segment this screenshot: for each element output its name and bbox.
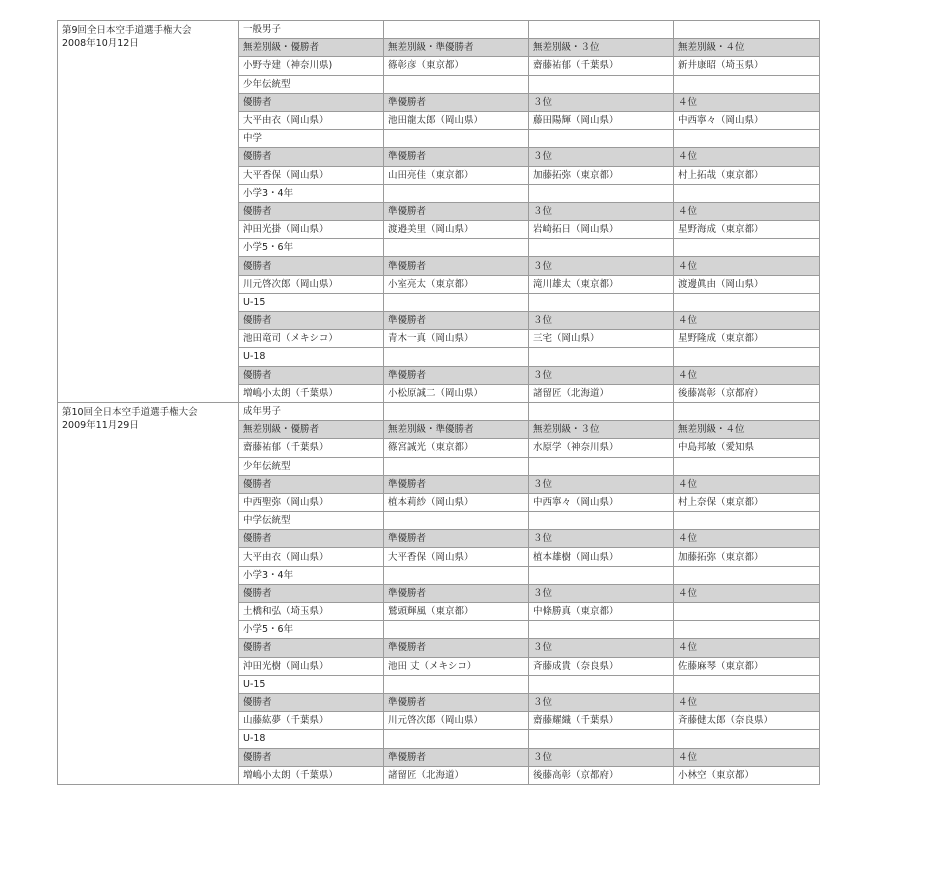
winner-cell: 藤田陽輝（岡山県） — [529, 111, 674, 129]
winner-cell: 青木一真（岡山県） — [384, 330, 529, 348]
placing-header: ４位 — [674, 366, 820, 384]
winner-cell: 大平由衣（岡山県） — [239, 548, 384, 566]
winner-cell: 村上奈保（東京都） — [674, 493, 820, 511]
tournament-cell — [58, 402, 239, 784]
placing-header: 優勝者 — [239, 312, 384, 330]
winner-cell: 岩崎拓日（岡山県） — [529, 221, 674, 239]
empty-cell — [674, 239, 820, 257]
winner-cell: 植本雄樹（岡山県） — [529, 548, 674, 566]
results-table — [57, 20, 820, 785]
empty-cell — [529, 402, 674, 420]
placing-header: ３位 — [529, 475, 674, 493]
category-title: 小学3・4年 — [239, 184, 384, 202]
winner-cell: 新井康昭（埼玉県） — [674, 57, 820, 75]
category-title: 少年伝統型 — [239, 457, 384, 475]
winner-cell: 星野海成（東京都） — [674, 221, 820, 239]
winner-cell — [674, 603, 820, 621]
placing-header: 準優勝者 — [384, 312, 529, 330]
placing-header: 優勝者 — [239, 257, 384, 275]
winner-cell: 山田亮佳（東京都） — [384, 166, 529, 184]
placing-header: 優勝者 — [239, 202, 384, 220]
category-row — [58, 402, 820, 420]
winner-cell: 斉藤成貴（奈良県） — [529, 657, 674, 675]
empty-cell — [674, 730, 820, 748]
empty-cell — [529, 675, 674, 693]
winner-cell: 中西寧々（岡山県） — [529, 493, 674, 511]
empty-cell — [384, 675, 529, 693]
empty-cell — [529, 293, 674, 311]
placing-header: 無差別級・準優勝者 — [384, 39, 529, 57]
placing-header: ４位 — [674, 530, 820, 548]
tournament-name: 第10回全日本空手道選手権大会 — [62, 406, 198, 418]
category-title: 小学5・6年 — [239, 621, 384, 639]
winner-cell: 佐藤麻琴（東京都） — [674, 657, 820, 675]
winner-cell: 鷲頭輝風（東京都） — [384, 603, 529, 621]
empty-cell — [529, 239, 674, 257]
winner-cell: 小室亮太（東京都） — [384, 275, 529, 293]
winner-cell: 池田竜司（メキシコ） — [239, 330, 384, 348]
winner-cell: 増嶋小太朗（千葉県） — [239, 766, 384, 784]
empty-cell — [384, 566, 529, 584]
category-title: U-15 — [239, 293, 384, 311]
placing-header: 優勝者 — [239, 639, 384, 657]
winner-cell: 滝川雄太（東京都） — [529, 275, 674, 293]
empty-cell — [384, 512, 529, 530]
winner-cell: 村上拓哉（東京都） — [674, 166, 820, 184]
winner-cell: 齋藤耀織（千葉県） — [529, 712, 674, 730]
placing-header: ３位 — [529, 530, 674, 548]
winner-cell: 渡邉美里（岡山県） — [384, 221, 529, 239]
tournament-date: 2008年10月12日 — [62, 38, 139, 49]
placing-header: ４位 — [674, 202, 820, 220]
category-title: 中学伝統型 — [239, 512, 384, 530]
empty-cell — [674, 457, 820, 475]
winner-cell: 小松原誠二（岡山県） — [384, 384, 529, 402]
empty-cell — [384, 621, 529, 639]
winner-cell: 沖田光樹（岡山県） — [239, 657, 384, 675]
empty-cell — [529, 184, 674, 202]
winner-cell: 植本莉紗（岡山県） — [384, 493, 529, 511]
winner-cell: 沖田光掛（岡山県） — [239, 221, 384, 239]
empty-cell — [674, 21, 820, 39]
winner-cell: 後藤嵩彰（京都府） — [674, 384, 820, 402]
winner-cell: 後藤高彰（京都府） — [529, 766, 674, 784]
winner-cell: 池田龍太郎（岡山県） — [384, 111, 529, 129]
category-row — [58, 21, 820, 39]
placing-header: 準優勝者 — [384, 202, 529, 220]
placing-header: 準優勝者 — [384, 475, 529, 493]
placing-header: ４位 — [674, 93, 820, 111]
placing-header: ３位 — [529, 693, 674, 711]
placing-header: ４位 — [674, 639, 820, 657]
winner-cell: 大平由衣（岡山県） — [239, 111, 384, 129]
winner-cell: 篠彰彦（東京都） — [384, 57, 529, 75]
empty-cell — [674, 184, 820, 202]
winner-cell: 大平香保（岡山県） — [384, 548, 529, 566]
winner-cell: 齋藤祐郁（千葉県） — [239, 439, 384, 457]
placing-header: 優勝者 — [239, 530, 384, 548]
empty-cell — [674, 402, 820, 420]
empty-cell — [384, 457, 529, 475]
placing-header: 準優勝者 — [384, 530, 529, 548]
winner-cell: 水原学（神奈川県） — [529, 439, 674, 457]
empty-cell — [384, 293, 529, 311]
empty-cell — [384, 130, 529, 148]
placing-header: 無差別級・準優勝者 — [384, 421, 529, 439]
category-title: 少年伝統型 — [239, 75, 384, 93]
winner-cell: 増嶋小太朗（千葉県） — [239, 384, 384, 402]
placing-header: 準優勝者 — [384, 693, 529, 711]
category-title: 小学3・4年 — [239, 566, 384, 584]
placing-header: 優勝者 — [239, 584, 384, 602]
empty-cell — [674, 348, 820, 366]
winner-cell: 川元啓次郎（岡山県） — [384, 712, 529, 730]
placing-header: 優勝者 — [239, 748, 384, 766]
tournament-cell — [58, 21, 239, 403]
placing-header: 準優勝者 — [384, 93, 529, 111]
placing-header: 無差別級・優勝者 — [239, 421, 384, 439]
category-title: U-18 — [239, 730, 384, 748]
winner-cell: 渡邊眞由（岡山県） — [674, 275, 820, 293]
winner-cell: 篠宮誠光（東京都） — [384, 439, 529, 457]
winner-cell: 星野隆成（東京都） — [674, 330, 820, 348]
placing-header: 準優勝者 — [384, 366, 529, 384]
empty-cell — [674, 75, 820, 93]
empty-cell — [674, 130, 820, 148]
placing-header: ４位 — [674, 312, 820, 330]
winner-cell: 大平香保（岡山県） — [239, 166, 384, 184]
category-title: 成年男子 — [239, 402, 384, 420]
empty-cell — [384, 239, 529, 257]
placing-header: ３位 — [529, 148, 674, 166]
empty-cell — [529, 457, 674, 475]
empty-cell — [529, 130, 674, 148]
placing-header: ４位 — [674, 584, 820, 602]
winner-cell: 川元啓次郎（岡山県） — [239, 275, 384, 293]
winner-cell: 中條勝真（東京都） — [529, 603, 674, 621]
winner-cell: 諸留匠（北海道） — [384, 766, 529, 784]
placing-header: 優勝者 — [239, 475, 384, 493]
winner-cell: 山藤紘夢（千葉県） — [239, 712, 384, 730]
category-title: 中学 — [239, 130, 384, 148]
tournament-name: 第9回全日本空手道選手権大会 — [62, 25, 192, 36]
placing-header: 優勝者 — [239, 148, 384, 166]
winner-cell: 加藤拓弥（東京都） — [674, 548, 820, 566]
empty-cell — [384, 75, 529, 93]
placing-header: 無差別級・優勝者 — [239, 39, 384, 57]
empty-cell — [529, 512, 674, 530]
empty-cell — [384, 402, 529, 420]
winner-cell: 土橋和弘（埼玉県） — [239, 603, 384, 621]
winner-cell: 加藤拓弥（東京都） — [529, 166, 674, 184]
placing-header: 準優勝者 — [384, 639, 529, 657]
placing-header: ４位 — [674, 257, 820, 275]
placing-header: ３位 — [529, 257, 674, 275]
winner-cell: 三宅（岡山県） — [529, 330, 674, 348]
category-title: U-18 — [239, 348, 384, 366]
placing-header: ４位 — [674, 748, 820, 766]
placing-header: 無差別級・４位 — [674, 39, 820, 57]
winner-cell: 中西聖弥（岡山県） — [239, 493, 384, 511]
results-body — [58, 21, 820, 785]
winner-cell: 中島邦敏（愛知県 — [674, 439, 820, 457]
category-title: 小学5・6年 — [239, 239, 384, 257]
placing-header: ４位 — [674, 148, 820, 166]
winner-cell: 池田 丈（メキシコ） — [384, 657, 529, 675]
empty-cell — [529, 566, 674, 584]
placing-header: ３位 — [529, 312, 674, 330]
empty-cell — [529, 621, 674, 639]
empty-cell — [384, 21, 529, 39]
placing-header: ３位 — [529, 202, 674, 220]
empty-cell — [384, 348, 529, 366]
empty-cell — [529, 348, 674, 366]
placing-header: ３位 — [529, 639, 674, 657]
tournament-date: 2009年11月29日 — [62, 419, 139, 431]
winner-cell: 齋藤祐郁（千葉県） — [529, 57, 674, 75]
placing-header: ４位 — [674, 693, 820, 711]
placing-header: 準優勝者 — [384, 748, 529, 766]
empty-cell — [674, 621, 820, 639]
placing-header: ４位 — [674, 475, 820, 493]
empty-cell — [384, 184, 529, 202]
placing-header: 優勝者 — [239, 693, 384, 711]
placing-header: ３位 — [529, 748, 674, 766]
placing-header: ３位 — [529, 584, 674, 602]
placing-header: 無差別級・３位 — [529, 39, 674, 57]
winner-cell: 諸留匠（北海道） — [529, 384, 674, 402]
placing-header: ３位 — [529, 93, 674, 111]
empty-cell — [529, 21, 674, 39]
placing-header: ３位 — [529, 366, 674, 384]
empty-cell — [384, 730, 529, 748]
empty-cell — [529, 75, 674, 93]
winner-cell: 小林空（東京都） — [674, 766, 820, 784]
empty-cell — [674, 293, 820, 311]
placing-header: 優勝者 — [239, 93, 384, 111]
placing-header: 無差別級・４位 — [674, 421, 820, 439]
placing-header: 無差別級・３位 — [529, 421, 674, 439]
winner-cell: 中西寧々（岡山県） — [674, 111, 820, 129]
placing-header: 優勝者 — [239, 366, 384, 384]
empty-cell — [674, 675, 820, 693]
category-title: U-15 — [239, 675, 384, 693]
empty-cell — [674, 566, 820, 584]
placing-header: 準優勝者 — [384, 584, 529, 602]
category-title: 一般男子 — [239, 21, 384, 39]
placing-header: 準優勝者 — [384, 257, 529, 275]
placing-header: 準優勝者 — [384, 148, 529, 166]
empty-cell — [529, 730, 674, 748]
winner-cell: 小野寺建（神奈川県) — [239, 57, 384, 75]
winner-cell: 斉藤健太郎（奈良県） — [674, 712, 820, 730]
empty-cell — [674, 512, 820, 530]
